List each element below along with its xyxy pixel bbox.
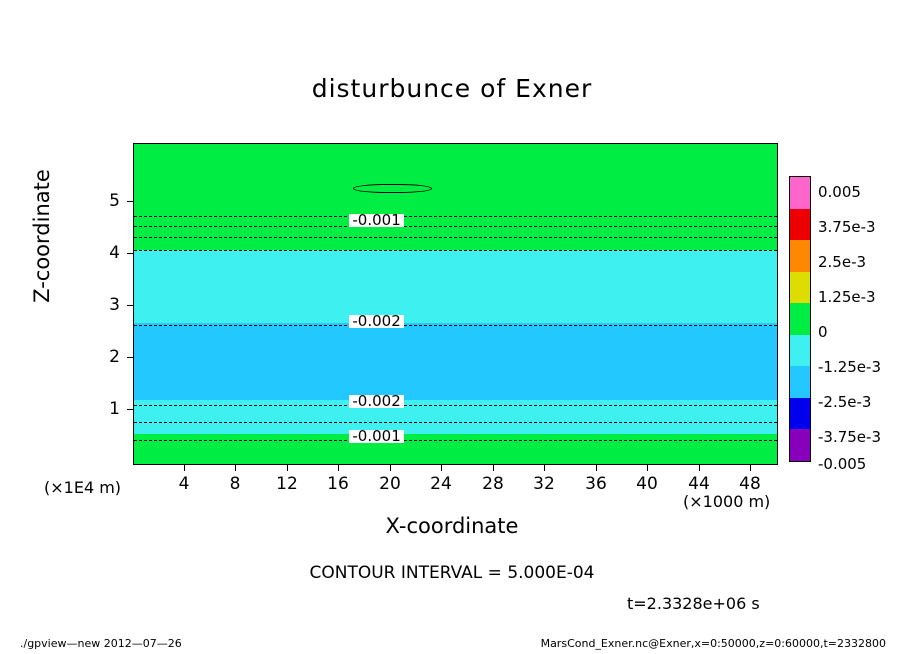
colorbar-tick-label: -1.25e-3 <box>818 358 881 376</box>
colorbar-cell <box>790 303 810 335</box>
x-tick-label: 32 <box>533 474 555 494</box>
x-tick <box>596 465 597 471</box>
plot-area <box>133 143 778 465</box>
colorbar-cell <box>790 209 810 241</box>
colorbar-cell <box>790 272 810 304</box>
x-tick <box>699 465 700 471</box>
colorbar-tick-label: 0.005 <box>818 183 861 201</box>
x-tick <box>750 465 751 471</box>
contour-line <box>134 422 777 423</box>
contour-label: -0.001 <box>349 430 403 443</box>
x-axis-unit: (×1000 m) <box>683 492 771 511</box>
colorbar-tick-label: -0.005 <box>818 455 867 473</box>
x-tick <box>493 465 494 471</box>
colorbar-tick-label: -3.75e-3 <box>818 428 881 446</box>
x-tick <box>287 465 288 471</box>
contour-line <box>134 237 777 238</box>
closed-contour-blob <box>353 184 432 193</box>
y-tick <box>127 409 133 410</box>
contour-line <box>134 405 777 406</box>
contour-band <box>134 144 777 216</box>
footer-left: ./gpview—new 2012—07—26 <box>20 637 182 650</box>
colorbar-cell <box>790 429 810 461</box>
y-tick <box>127 253 133 254</box>
x-tick-label: 4 <box>178 474 190 494</box>
x-tick <box>235 465 236 471</box>
colorbar <box>789 176 811 462</box>
contour-line <box>134 325 777 326</box>
x-axis-label: X-coordinate <box>385 514 519 538</box>
x-tick-label: 20 <box>379 474 401 494</box>
colorbar-tick-label: 1.25e-3 <box>818 288 876 306</box>
contour-label: -0.001 <box>349 214 403 227</box>
x-tick-label: 44 <box>688 474 710 494</box>
contour-band <box>134 216 777 250</box>
contour-line <box>134 250 777 251</box>
x-tick-label: 48 <box>739 474 761 494</box>
x-tick <box>647 465 648 471</box>
x-tick-label: 16 <box>327 474 349 494</box>
x-tick <box>390 465 391 471</box>
colorbar-tick-label: 3.75e-3 <box>818 218 876 236</box>
contour-band <box>134 323 777 400</box>
footer-right: MarsCond_Exner.nc@Exner,x=0:50000,z=0:60000,t=2332800 <box>540 637 886 650</box>
y-tick-label: 5 <box>109 191 120 211</box>
x-tick-label: 8 <box>229 474 241 494</box>
y-tick-label: 1 <box>109 399 120 419</box>
colorbar-cell <box>790 366 810 398</box>
colorbar-tick-label: 0 <box>818 323 828 341</box>
x-tick-label: 40 <box>636 474 658 494</box>
contour-line <box>134 216 777 217</box>
time-text: t=2.3328e+06 s <box>627 594 760 613</box>
colorbar-cell <box>790 240 810 272</box>
contour-band <box>134 250 777 324</box>
colorbar-cell <box>790 177 810 209</box>
contour-line <box>134 440 777 441</box>
y-tick <box>127 201 133 202</box>
y-tick-label: 3 <box>109 295 120 315</box>
x-tick-label: 36 <box>585 474 607 494</box>
colorbar-tick-label: -2.5e-3 <box>818 393 872 411</box>
colorbar-cell <box>790 398 810 430</box>
y-tick <box>127 357 133 358</box>
y-axis-label: Z-coordinate <box>30 169 54 303</box>
x-tick-label: 24 <box>430 474 452 494</box>
x-tick-label: 28 <box>482 474 504 494</box>
x-tick-label: 12 <box>276 474 298 494</box>
x-tick <box>338 465 339 471</box>
chart-title: disturbunce of Exner <box>311 74 593 103</box>
contour-interval-text: CONTOUR INTERVAL = 5.000E-04 <box>309 563 595 583</box>
y-tick-label: 4 <box>109 243 120 263</box>
contour-band <box>134 434 777 464</box>
colorbar-tick-label: 2.5e-3 <box>818 253 867 271</box>
y-axis-unit: (×1E4 m) <box>44 478 122 497</box>
x-tick <box>544 465 545 471</box>
y-tick <box>127 305 133 306</box>
x-tick <box>441 465 442 471</box>
contour-label: -0.002 <box>349 315 403 328</box>
y-tick-label: 2 <box>109 347 120 367</box>
colorbar-cell <box>790 335 810 367</box>
contour-label: -0.002 <box>349 395 403 408</box>
x-tick <box>184 465 185 471</box>
contour-line <box>134 226 777 227</box>
